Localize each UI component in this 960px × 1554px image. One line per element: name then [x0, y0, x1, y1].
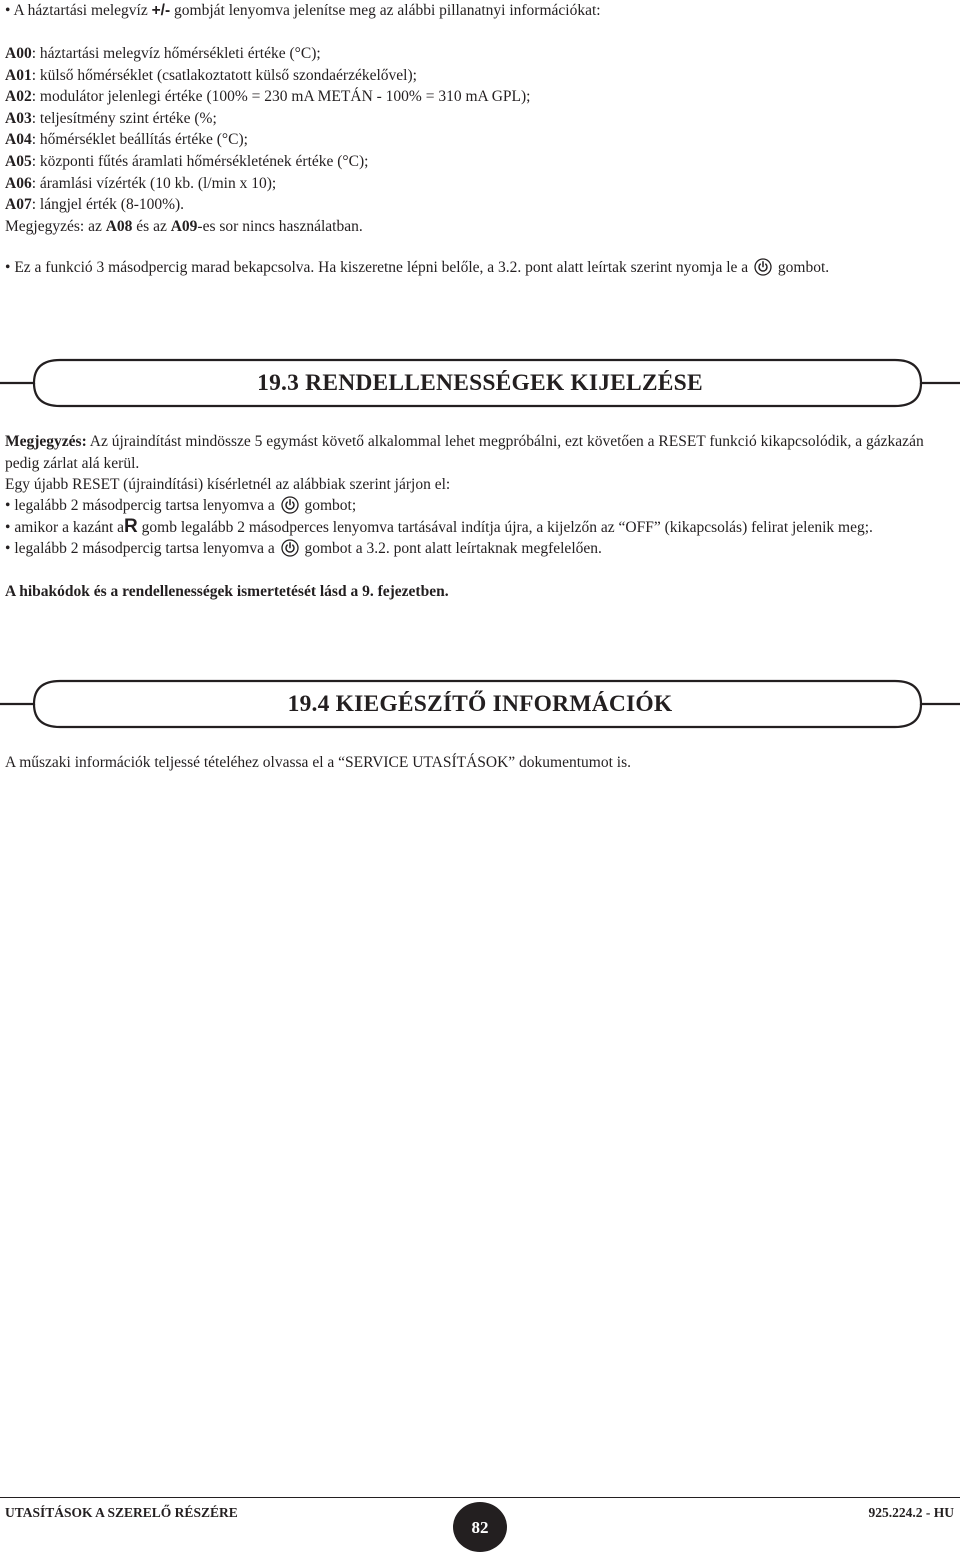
list-item-pre: legalább 2 másodpercig tartsa lenyomva a	[14, 497, 275, 514]
info-code-item	[5, 65, 955, 87]
power-icon	[754, 258, 772, 283]
codes-note-mid: és az	[136, 217, 167, 235]
info-code-desc: : háztartási melegvíz hőmérsékleti értéke (°C);	[31, 45, 321, 62]
info-code-item	[5, 108, 955, 130]
info-code-item	[5, 151, 955, 173]
intro-line	[5, 0, 955, 22]
section-title: 19.4 KIEGÉSZÍTŐ INFORMÁCIÓK	[287, 691, 673, 717]
reset-intro: Egy újabb RESET (újraindítási) kísérletnél az alábbiak szerint járjon el:	[5, 476, 451, 493]
codes-note-post: -es sor nincs használatban.	[197, 217, 363, 235]
list-item	[5, 516, 955, 539]
info-code-item	[5, 129, 955, 151]
info-code: A02	[5, 88, 32, 106]
info-code-desc: : modulátor jelenlegi értéke (100% = 230 mA METÁN - 100% = 310 mA GPL);	[31, 88, 531, 106]
info-code: A00	[5, 45, 32, 62]
footer-title: UTASÍTÁSOK A SZERELŐ RÉSZÉRE	[5, 1505, 238, 1520]
info-code-desc: : lángjel érték (8-100%).	[31, 196, 185, 214]
codes-note	[5, 216, 955, 238]
info-code-desc: : áramlási vízérték (10 kb. (l/min x 10);	[31, 174, 277, 192]
list-item-post: gombot;	[304, 497, 357, 514]
service-reference: A műszaki információk teljessé tételéhez olvassa el a “SERVICE UTASÍTÁSOK” dokumentumot is.	[5, 754, 631, 771]
note-label: Megjegyzés:	[5, 433, 87, 450]
bullet: •	[5, 540, 11, 557]
info-code: A01	[5, 66, 32, 84]
info-code: A03	[5, 109, 32, 127]
info-code: A07	[5, 196, 32, 214]
power-icon	[281, 539, 299, 564]
function-note	[5, 257, 955, 283]
info-code-desc: : központi fűtés áramlati hőmérsékletének értéke (°C);	[31, 152, 369, 170]
bullet: •	[5, 259, 11, 276]
note-text: Az újraindítást mindössze 5 egymást követő alkalommal lehet megpróbálni, ezt követően a RESET funkció kikapcsolódik, a gázkazán pedig zárlat alá kerül.	[5, 433, 924, 472]
intro-text-post: gombját lenyomva jelenítse meg az alábbi pillanatnyi információkat:	[174, 2, 601, 19]
list-item-pre: amikor a kazánt a	[14, 519, 125, 536]
bullet: •	[5, 2, 11, 19]
reset-r-icon: R	[124, 516, 138, 537]
list-item-post: gombot a 3.2. pont alatt leírtaknak megfelelően.	[304, 540, 602, 557]
info-code-desc: : hőmérséklet beállítás értéke (°C);	[31, 131, 248, 149]
section-header-19-4	[0, 679, 960, 729]
bullet: •	[5, 519, 11, 536]
page-number-badge: 82	[453, 1502, 507, 1552]
section-title: 19.3 RENDELLENESSÉGEK KIJELZÉSE	[257, 370, 703, 396]
list-item-pre: legalább 2 másodpercig tartsa lenyomva a	[14, 540, 275, 557]
errors-reference-text: A hibakódok és a rendellenességek ismertetését lásd a 9. fejezetben.	[5, 583, 449, 600]
function-note-post: gombot.	[777, 259, 830, 276]
info-code-item	[5, 194, 955, 216]
info-code-list	[5, 43, 955, 237]
reset-note	[5, 431, 955, 474]
list-item-post: gomb legalább 2 másodperces lenyomva tartásával indítja újra, a kijelzőn az “OFF” (kikapcsolás) felirat jelenik meg;.	[141, 519, 873, 536]
function-note-pre: Ez a funkció 3 másodpercig marad bekapcsolva. Ha kiszeretne lépni belőle, a 3.2. pont alatt leírtak szerint nyomja le a	[14, 259, 749, 276]
info-code-item	[5, 86, 955, 108]
info-code-desc: : teljesítmény szint értéke (%;	[31, 109, 217, 127]
plus-minus-key-label: +/-	[151, 2, 171, 19]
codes-note-pre: Megjegyzés: az	[5, 217, 102, 235]
info-code: A04	[5, 131, 32, 149]
code-a09: A09	[170, 217, 198, 235]
info-code-item	[5, 173, 955, 195]
document-code: 925.224.2 - HU	[868, 1505, 954, 1520]
bullet: •	[5, 497, 11, 514]
section-header-19-3	[0, 358, 960, 408]
info-code-item	[5, 43, 955, 65]
info-code: A05	[5, 152, 32, 170]
info-code: A06	[5, 174, 32, 192]
list-item	[5, 538, 955, 564]
code-a08: A08	[105, 217, 133, 235]
intro-text-pre: A háztartási melegvíz	[13, 2, 148, 19]
footer-divider	[0, 1497, 960, 1498]
info-code-desc: : külső hőmérséklet (csatlakoztatott külső szondaérzékelővel);	[31, 66, 417, 84]
errors-reference	[5, 581, 955, 603]
